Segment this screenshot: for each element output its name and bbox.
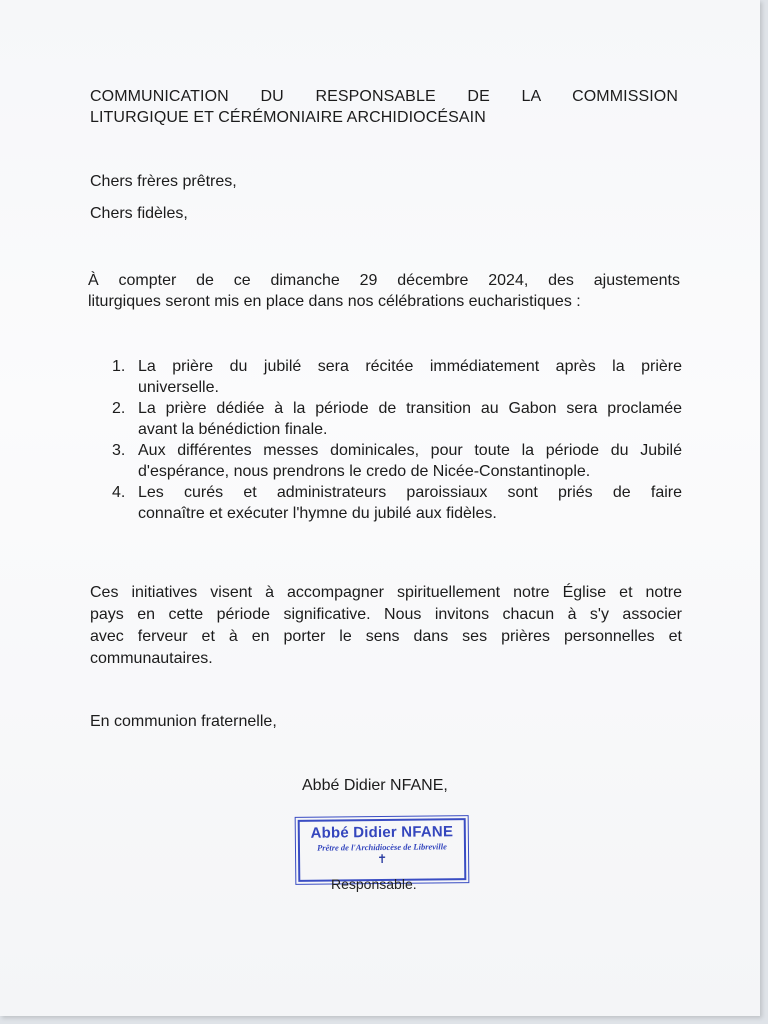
closing-line-1: Ces initiatives visent à accompagner spirituellement notre Église et notre bbox=[90, 584, 682, 601]
list-item bbox=[108, 482, 682, 524]
official-stamp bbox=[298, 818, 467, 882]
closing-paragraph bbox=[90, 582, 682, 670]
title-line-1: COMMUNICATION DU RESPONSABLE DE LA COMMISSION bbox=[90, 88, 678, 105]
cross-icon: ✝ bbox=[376, 851, 388, 867]
intro-line-1: À compter de ce dimanche 29 décembre 2024, des ajustements bbox=[88, 272, 680, 289]
list-item bbox=[108, 440, 682, 482]
item-text-line-1: La prière dédiée à la période de transition au Gabon sera proclamée bbox=[138, 400, 682, 417]
signer-role: Responsable. bbox=[331, 876, 417, 892]
item-text-line-2: d'espérance, nous prendrons le credo de Nicée-Constantinople. bbox=[138, 463, 591, 480]
document-title bbox=[90, 86, 678, 128]
item-text-line-2: avant la bénédiction finale. bbox=[138, 421, 328, 438]
item-text-line-2: connaître et exécuter l'hymne du jubilé aux fidèles. bbox=[138, 505, 497, 522]
stamp-subtitle: Prêtre de l'Archidiocèse de Libreville bbox=[316, 841, 447, 853]
greeting-faithful: Chers fidèles, bbox=[90, 205, 188, 222]
closing-line-4: communautaires. bbox=[90, 650, 213, 667]
item-number: 4. bbox=[112, 484, 126, 501]
item-text-line-1: Les curés et administrateurs paroissiaux sont priés de faire bbox=[138, 484, 682, 501]
item-text-line-1: Aux différentes messes dominicales, pour toute la période du Jubilé bbox=[138, 442, 682, 459]
intro-line-2: liturgiques seront mis en place dans nos célébrations eucharistiques : bbox=[88, 293, 581, 310]
greeting-priests: Chers frères prêtres, bbox=[90, 173, 237, 190]
salutation: En communion fraternelle, bbox=[90, 713, 277, 730]
title-line-2: LITURGIQUE ET CÉRÉMONIAIRE ARCHIDIOCÉSAIN bbox=[90, 109, 486, 126]
stamp-name: Abbé Didier NFANE bbox=[310, 823, 454, 842]
intro-paragraph bbox=[88, 270, 680, 312]
list-item bbox=[108, 356, 682, 398]
item-number: 1. bbox=[112, 358, 126, 375]
signer-name: Abbé Didier NFANE, bbox=[302, 777, 448, 794]
list-item bbox=[108, 398, 682, 440]
item-number: 2. bbox=[112, 400, 126, 417]
item-number: 3. bbox=[112, 442, 126, 459]
adjustments-list bbox=[108, 356, 682, 524]
item-text-line-2: universelle. bbox=[138, 379, 219, 396]
closing-line-2: pays en cette période significative. Nous invitons chacun à s'y associer bbox=[90, 606, 682, 623]
item-text-line-1: La prière du jubilé sera récitée immédiatement après la prière bbox=[138, 358, 682, 375]
closing-line-3: avec ferveur et à en porter le sens dans ses prières personnelles et bbox=[90, 628, 682, 645]
